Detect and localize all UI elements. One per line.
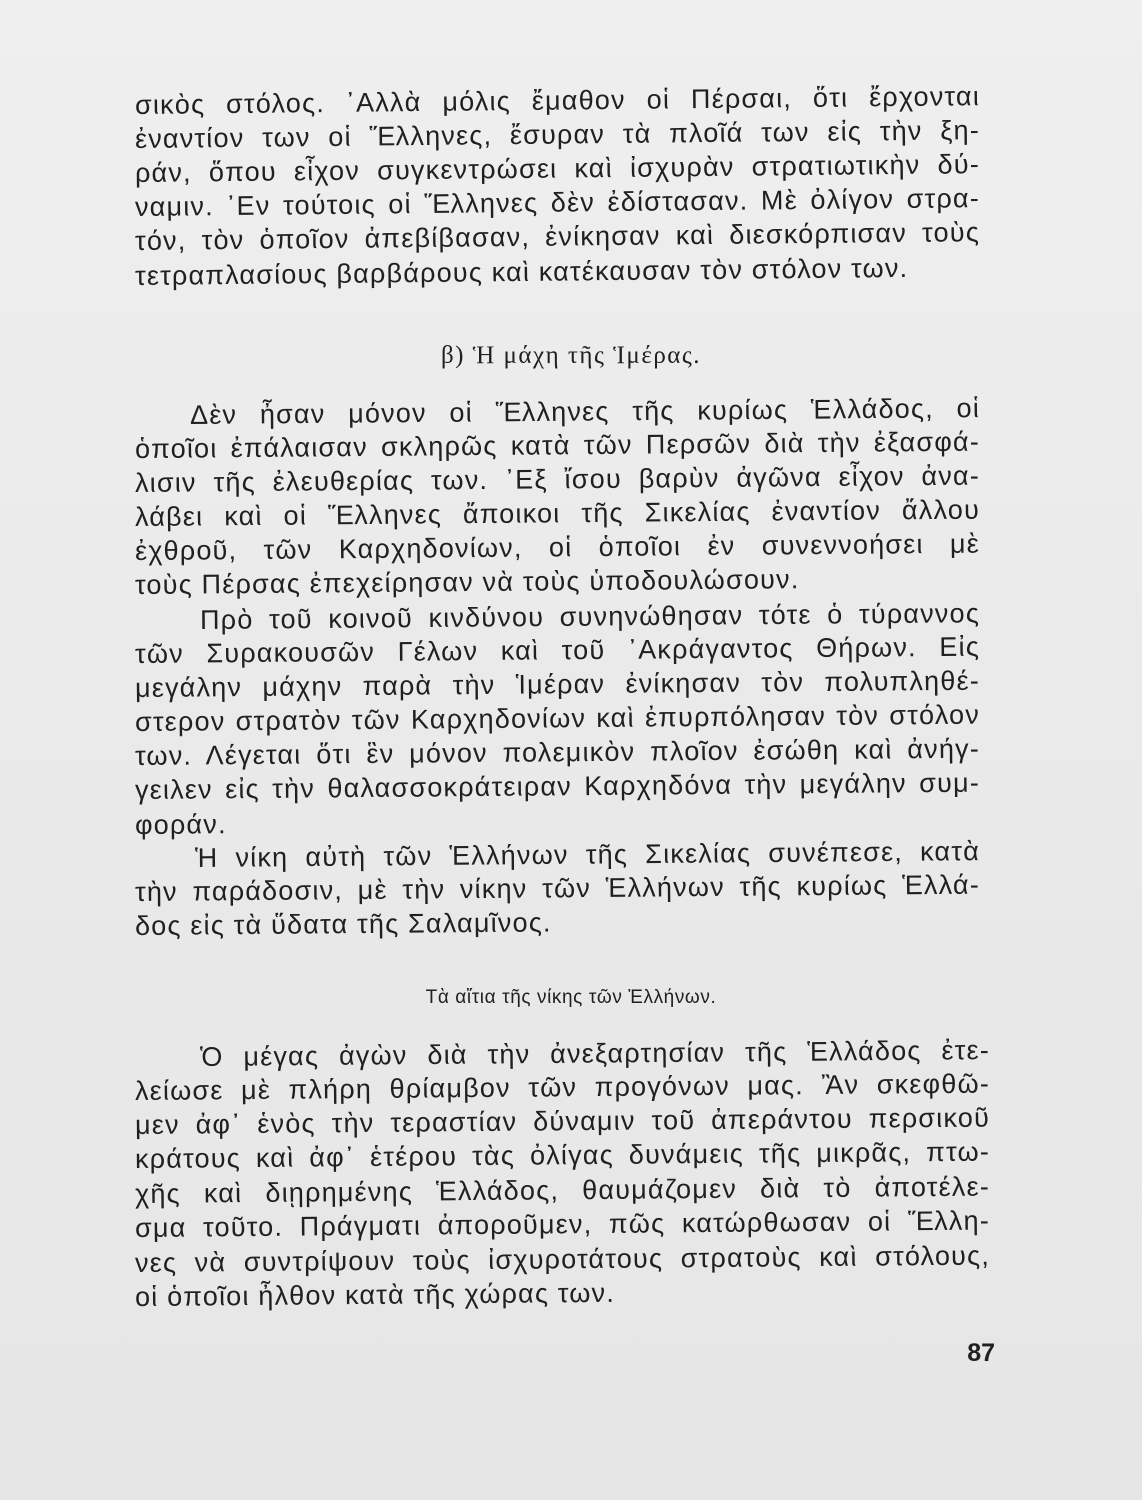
text-line: νες νὰ συντρίψουν τοὺς ἰσχυροτάτους στρατοὺς καὶ στόλους,	[134, 1240, 991, 1278]
text-line: τὴν παράδοσιν, μὲ τὴν νίκην τῶν Ἑλλήνων τῆς κυρίως Ἑλλά-	[134, 869, 981, 907]
text-line: κράτους καὶ ἀφ᾿ ἑτέρου τὰς ὀλίγας δυνάμεις τῆς μικρᾶς, πτω-	[134, 1136, 991, 1174]
text-line: σμα τοῦτο. Πράγματι ἀποροῦμεν, πῶς κατώρθωσαν οἱ Ἕλλη-	[134, 1205, 991, 1243]
text-line: σικὸς στόλος. ᾿Αλλὰ μόλις ἔμαθον οἱ Πέρσαι, ὅτι ἔρχονται	[134, 81, 981, 120]
text-line: ναμιν. ᾿Εν τούτοις οἱ Ἕλληνες δὲν ἐδίστασαν. Μὲ ὀλίγον στρα-	[134, 183, 981, 222]
text-line: Δὲν ἦσαν μόνον οἱ Ἕλληνες τῆς κυρίως Ἑλλάδος, οἱ	[189, 393, 981, 430]
text-line: τετραπλασίους βαρβάρους καὶ κατέκαυσαν τὸν στόλον των.	[134, 252, 909, 291]
text-line: λείωσε μὲ πλήρη θρίαμβον τῶν προγόνων μας. Ἂν σκεφθῶ-	[134, 1068, 991, 1106]
text-line: μεν ἀφ᾿ ἑνὸς τὴν τεραστίαν δύναμιν τοῦ ἀπεράντου περσικοῦ	[134, 1102, 991, 1140]
section-heading: β) Ἡ μάχη τῆς Ἱμέρας.	[440, 342, 702, 369]
text-line: δος εἰς τὰ ὕδατα τῆς Σαλαμῖνος.	[134, 907, 552, 941]
text-line: των. Λέγεται ὅτι ἓν μόνον πολεμικὸν πλοῖον ἐσώθη καὶ ἀνήγ-	[134, 733, 981, 771]
text-line: γειλεν εἰς τὴν θαλασσοκράτειραν Καρχηδόνα τὴν μεγάλην συμ-	[134, 767, 981, 805]
text-line: φοράν.	[134, 809, 227, 840]
text-line: οἱ ὁποῖοι ἦλθον κατὰ τῆς χώρας των.	[134, 1277, 616, 1312]
text-line: τόν, τὸν ὁποῖον ἀπεβίβασαν, ἐνίκησαν καὶ διεσκόρπισαν τοὺς	[134, 217, 981, 256]
text-line: μεγάλην μάχην παρὰ τὴν Ἱμέραν ἐνίκησαν τὸν πολυπληθέ-	[134, 665, 981, 703]
page-number: 87	[967, 1339, 995, 1367]
text-line: ὁποῖοι ἐπάλαισαν σκληρῶς κατὰ τῶν Περσῶν διὰ τὴν ἐξασφά-	[134, 426, 981, 464]
text-line: λισιν τῆς ἐλευθερίας των. ᾿Εξ ἴσου βαρὺν ἀγῶνα εἶχον ἀνα-	[134, 460, 981, 498]
text-line: τοὺς Πέρσας ἐπεχείρησαν νὰ τοὺς ὑποδουλώσουν.	[134, 564, 800, 600]
text-line: Ἡ νίκη αὐτὴ τῶν Ἑλλήνων τῆς Σικελίας συνέπεσε, κατὰ	[194, 836, 981, 873]
text-line: στερον στρατὸν τῶν Καρχηδονίων καὶ ἐπυρπόλησαν τὸν στόλον	[134, 699, 981, 737]
text-line: λάβει καὶ οἱ Ἕλληνες ἄποικοι τῆς Σικελίας ἐναντίον ἄλλου	[134, 494, 981, 532]
text-line: ράν, ὅπου εἶχον συγκεντρώσει καὶ ἰσχυρὰν στρατιωτικὴν δύ-	[134, 149, 981, 188]
causes-heading: Τὰ αἴτια τῆς νίκης τῶν Ἑλλήνων.	[425, 987, 717, 1008]
text-line: ἐχθροῦ, τῶν Καρχηδονίων, οἱ ὁποῖοι ἐν συνεννοήσει μὲ	[134, 528, 981, 566]
text-line: Ὁ μέγας ἀγὼν διὰ τὴν ἀνεξαρτησίαν τῆς Ἑλλάδος ἐτε-	[199, 1035, 991, 1072]
text-line: Πρὸ τοῦ κοινοῦ κινδύνου συνηνώθησαν τότε ὁ τύραννος	[199, 598, 981, 635]
text-line: χῆς καὶ διῃρημένης Ἑλλάδος, θαυμάζομεν διὰ τὸ ἀποτέλε-	[134, 1171, 991, 1209]
text-line: ἐναντίον των οἱ Ἕλληνες, ἔσυραν τὰ πλοῖά των εἰς τὴν ξη-	[134, 115, 981, 154]
text-line: τῶν Συρακουσῶν Γέλων καὶ τοῦ ᾿Ακράγαντος Θήρων. Εἰς	[134, 631, 981, 669]
